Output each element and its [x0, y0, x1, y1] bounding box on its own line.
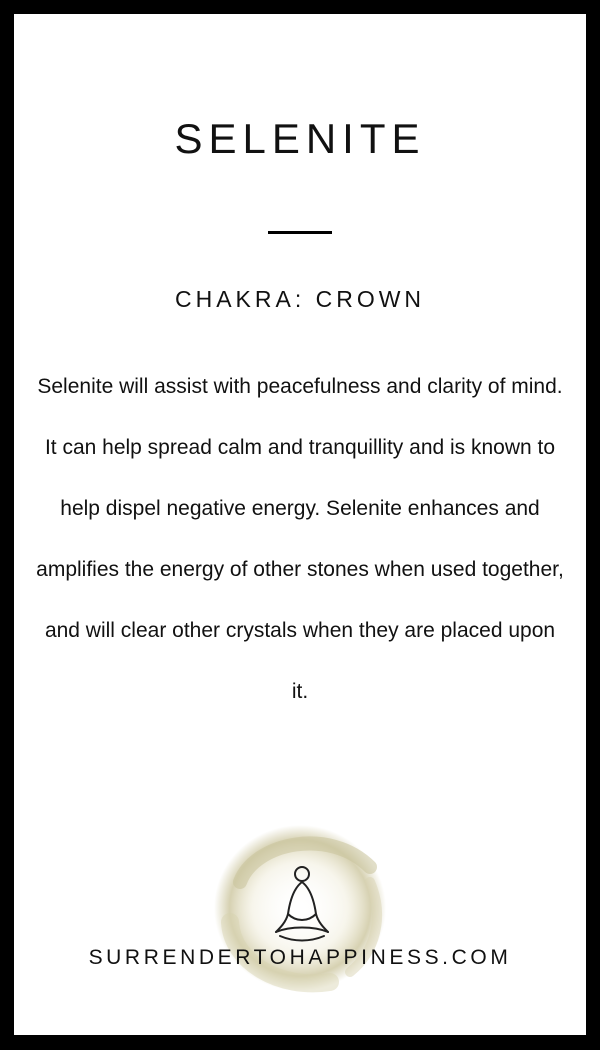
crystal-card	[14, 14, 586, 1035]
crystal-title: SELENITE	[174, 115, 426, 162]
title-divider	[268, 231, 332, 234]
crystal-description: Selenite will assist with peacefulness and clarity of mind. It can help spread calm and tranquillity and is known to help dispel negative energy. Selenite enhances and amplifies the energy of other stones when used together, and will clear other crystals when they are placed upon it.	[36, 375, 564, 703]
chakra-label: CHAKRA: CROWN	[174, 286, 426, 312]
website-url: SURRENDERTOHAPPINESS.COM	[88, 946, 512, 969]
